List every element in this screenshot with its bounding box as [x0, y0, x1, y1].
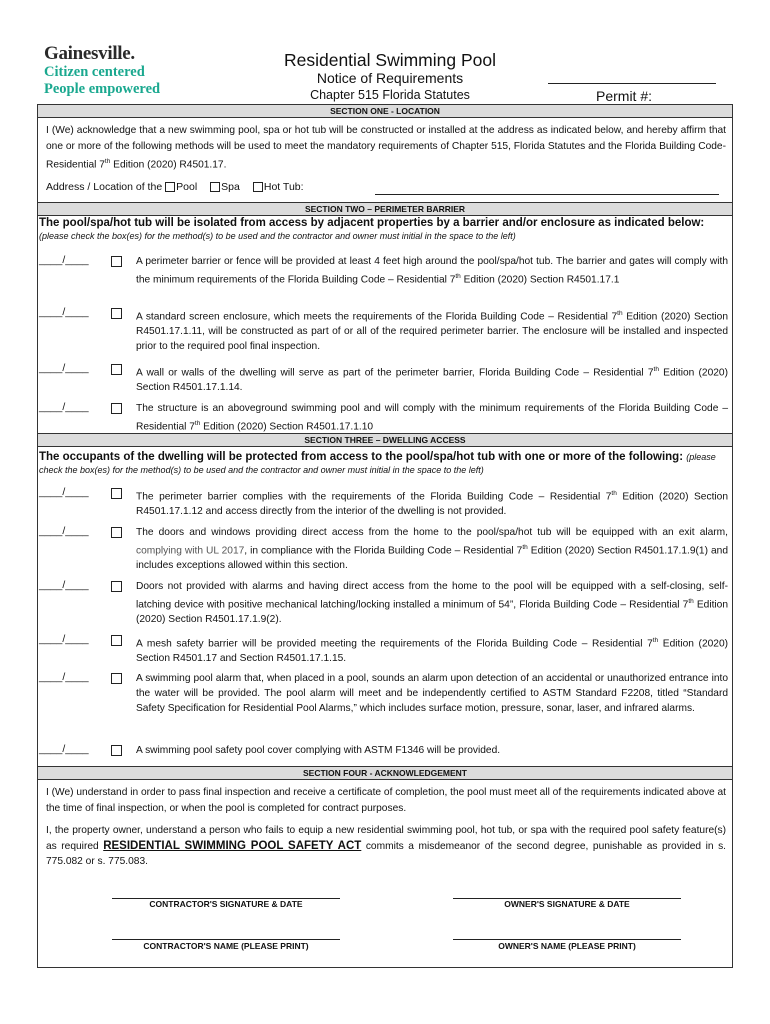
- section-two-heading: SECTION TWO – PERIMETER BARRIER: [38, 202, 732, 216]
- contractor-name-label: CONTRACTOR'S NAME (PLEASE PRINT): [143, 941, 309, 951]
- pool-alarm-checkbox[interactable]: [111, 673, 122, 684]
- pool-checkbox[interactable]: [165, 182, 175, 192]
- owner-name-label: OWNER'S NAME (PLEASE PRINT): [498, 941, 636, 951]
- hot-tub-label: Hot Tub:: [263, 181, 304, 193]
- spa-label: Spa: [221, 181, 240, 193]
- section-three-heading: SECTION THREE – DWELLING ACCESS: [38, 433, 732, 447]
- form-title: Residential Swimming Pool: [283, 50, 497, 70]
- screen-enclosure-checkbox[interactable]: [111, 308, 122, 319]
- initials-field[interactable]: ____/____: [39, 401, 89, 413]
- dwelling-wall-checkbox[interactable]: [111, 364, 122, 375]
- owner-signature-label: OWNER'S SIGNATURE & DATE: [504, 899, 630, 909]
- owner-name-line[interactable]: [453, 939, 681, 940]
- section-four-heading: SECTION FOUR - ACKNOWLEDGEMENT: [38, 766, 732, 780]
- chapter-reference: Chapter 515 Florida Statutes: [310, 88, 470, 102]
- initials-field[interactable]: ____/____: [39, 525, 89, 537]
- requirements-form: SECTION ONE - LOCATION I (We) acknowledge that a new swimming pool, spa or hot tub will be constructed or installed at the address as indicated below, and hereby affirm that one or more of the following methods will be used to meet the mandatory requirements of Chapter 515, Florida Statutes and the Florida Building Code-Residential 7th Edition (2020) R4501.17. Address / Location of the Pool Spa Hot Tub: SECTION TWO – PERIMETER BARRIER The pool/spa/hot tub will be isolated from access by adjacent properties by a barrier and/or enclosure as indicated below: (please check the box(es) for the method(s) to be used and the contractor and owner must initial in the space to the left) ____/____ A perimeter barrier or fence will be provided at least 4 feet high around the pool/spa/hot tub. The barrier and gates will comply with the minimum requirements of the Florida Building Code – Residential 7th Edition (2020) Section R4501.17.1 ____/____ A standard screen enclosure, which meets the requirements of the Florida Building Code – Residential 7th Edition (2020) Section R4501.17.1.11, will be constructed as part of or all of the required perimeter barrier. The enclosure will be installed and inspected prior to the required pool final inspection. ____/____ A wall or walls of the dwelling will serve as part of the perimeter barrier, Florida Building Code – Residential 7th Edition (2020) Section R4501.17.1.14. ____/____ The structure is an aboveground swimming pool and will comply with the minimum requirements of the Florida Building Code – Residential 7th Edition (2020) Section R4501.17.1.10 SECTION THREE – DWELLING ACCESS The occupants of the dwelling will be protected from access to the pool/spa/hot tub with one or more of the following: (please check the box(es) for the method(s) to be used and the contractor and owner must initial in the space to the left) ____/____ The perimeter barrier complies with the requirements of the Florida Building Code – Residential 7th Edition (2020) Section R4501.17.1.12 and access directly from the interior of the dwelling is not provided. ____/____ The doors and windows providing direct access from the home to the pool/spa/hot tub will be equipped with an exit alarm, complying with UL 2017, in compliance with the Florida Building Code – Residential 7th Edition (2020) Section R4501.17.1.9(1) and includes exceptions allowed within this section. ____/____ Doors not provided with alarms and having direct access from the home to the pool will be equipped with a self-closing, self-latching device with positive mechanical latching/locking installed a minimum of 54”, Florida Building Code – Residential 7th Edition (2020) Section R4501.17.1.9(2). ____/____ A mesh safety barrier will be provided meeting the requirements of the Florida Building Code – Residential 7th Edition (2020) Section R4501.17 and Section R4501.17.1.15. ____/____ A swimming pool alarm that, when placed in a pool, sounds an alarm upon detection of an accidental or unauthorized entrance into the water will be provided. The pool alarm will meet and be independently certified to ASTM Standard F2208, titled “Standard Safety Specification for Residential Pool Alarms,” which includes surface motion, pressure, sonar, laser, and infrared alarms. ____/____ A swimming pool safety pool cover complying with ASTM F1346 will be provided. SECTION FOUR - ACKNOWLEDGEMENT I (We) understand in order to pass final inspection and receive a certificate of completion, the pool must meet all of the requirements indicated above at the time of final inspection, or when the pool is completed for contract purposes. I, the property owner, understand a person who fails to equip a new residential swimming pool, hot tub, or spa with the required pool safety feature(s) as required RESIDENTIAL SWIMMING POOL SAFETY ACT commits a misdemeanor of the second degree, punishable as provided in s. 775.082 or s. 775.083. CONTRACTOR'S SIGNATURE & DATE OWNER'S SIGNATURE & DATE CONTRACTOR'S NAME (PLEASE PRINT) OWNER'S NAME (PLEASE PRINT): [37, 104, 733, 968]
- exit-alarm-checkbox[interactable]: [111, 527, 122, 538]
- section-two-intro: The pool/spa/hot tub will be isolated from access by adjacent properties by a barrier and/or enclosure as indicated below: (please check the box(es) for the method(s) to be used and the contractor and owner must initial in the space to the left): [39, 217, 705, 241]
- address-label: Address / Location of the: [46, 181, 163, 193]
- perimeter-access-checkbox[interactable]: [111, 488, 122, 499]
- initials-field[interactable]: ____/____: [39, 486, 89, 498]
- contractor-name-line[interactable]: [112, 939, 340, 940]
- hot-tub-checkbox[interactable]: [253, 182, 263, 192]
- form-subtitle: Notice of Requirements: [316, 70, 464, 86]
- address-input-line[interactable]: [375, 194, 719, 195]
- final-inspection-paragraph: I (We) understand in order to pass final inspection and receive a certificate of completion, the pool must meet all of the requirements indicated above at the time of final inspection, or when the pool is completed for contract purposes.: [46, 787, 726, 814]
- acknowledgement-paragraph: I (We) acknowledge that a new swimming pool, spa or hot tub will be constructed or installed at the address as indicated below, and hereby affirm that one or more of the following methods will be used to meet the mandatory requirements of Chapter 515, Florida Statutes and the Florida Building Code-Residential 7th Edition (2020) R4501.17.: [46, 125, 726, 171]
- logo-city-name: Gainesville.: [44, 43, 135, 64]
- self-closing-checkbox[interactable]: [111, 581, 122, 592]
- owner-liability-paragraph: I, the property owner, understand a person who fails to equip a new residential swimming pool, hot tub, or spa with the required pool safety feature(s) as required RESIDENTIAL SWIMMING POOL SAFETY ACT commits a misdemeanor of the second degree, punishable as provided in s. 775.082 or s. 775.083.: [46, 825, 726, 867]
- pool-label: Pool: [176, 181, 198, 193]
- initials-field[interactable]: ____/____: [39, 633, 89, 645]
- section-three-intro: The occupants of the dwelling will be protected from access to the pool/spa/hot tub with one or more of the following: (please check the box(es) for the method(s) to be used and the contractor and owner must initial in the space to the left): [39, 451, 716, 475]
- initials-field[interactable]: ____/____: [39, 306, 89, 318]
- section-one-heading: SECTION ONE - LOCATION: [38, 104, 732, 118]
- initials-field[interactable]: ____/____: [39, 254, 89, 266]
- spa-checkbox[interactable]: [210, 182, 220, 192]
- mesh-barrier-checkbox[interactable]: [111, 635, 122, 646]
- logo-tagline-1: Citizen centered: [44, 64, 145, 80]
- city-logo: [44, 44, 244, 98]
- contractor-signature-label: CONTRACTOR'S SIGNATURE & DATE: [149, 899, 303, 909]
- permit-number-field[interactable]: [548, 83, 716, 84]
- safety-cover-checkbox[interactable]: [111, 745, 122, 756]
- initials-field[interactable]: ____/____: [39, 579, 89, 591]
- aboveground-checkbox[interactable]: [111, 403, 122, 414]
- fence-checkbox[interactable]: [111, 256, 122, 267]
- initials-field[interactable]: ____/____: [39, 743, 89, 755]
- permit-label: Permit #:: [596, 88, 653, 104]
- initials-field[interactable]: ____/____: [39, 362, 89, 374]
- address-row: [46, 181, 304, 193]
- logo-tagline-2: People empowered: [44, 81, 161, 97]
- initials-field[interactable]: ____/____: [39, 671, 89, 683]
